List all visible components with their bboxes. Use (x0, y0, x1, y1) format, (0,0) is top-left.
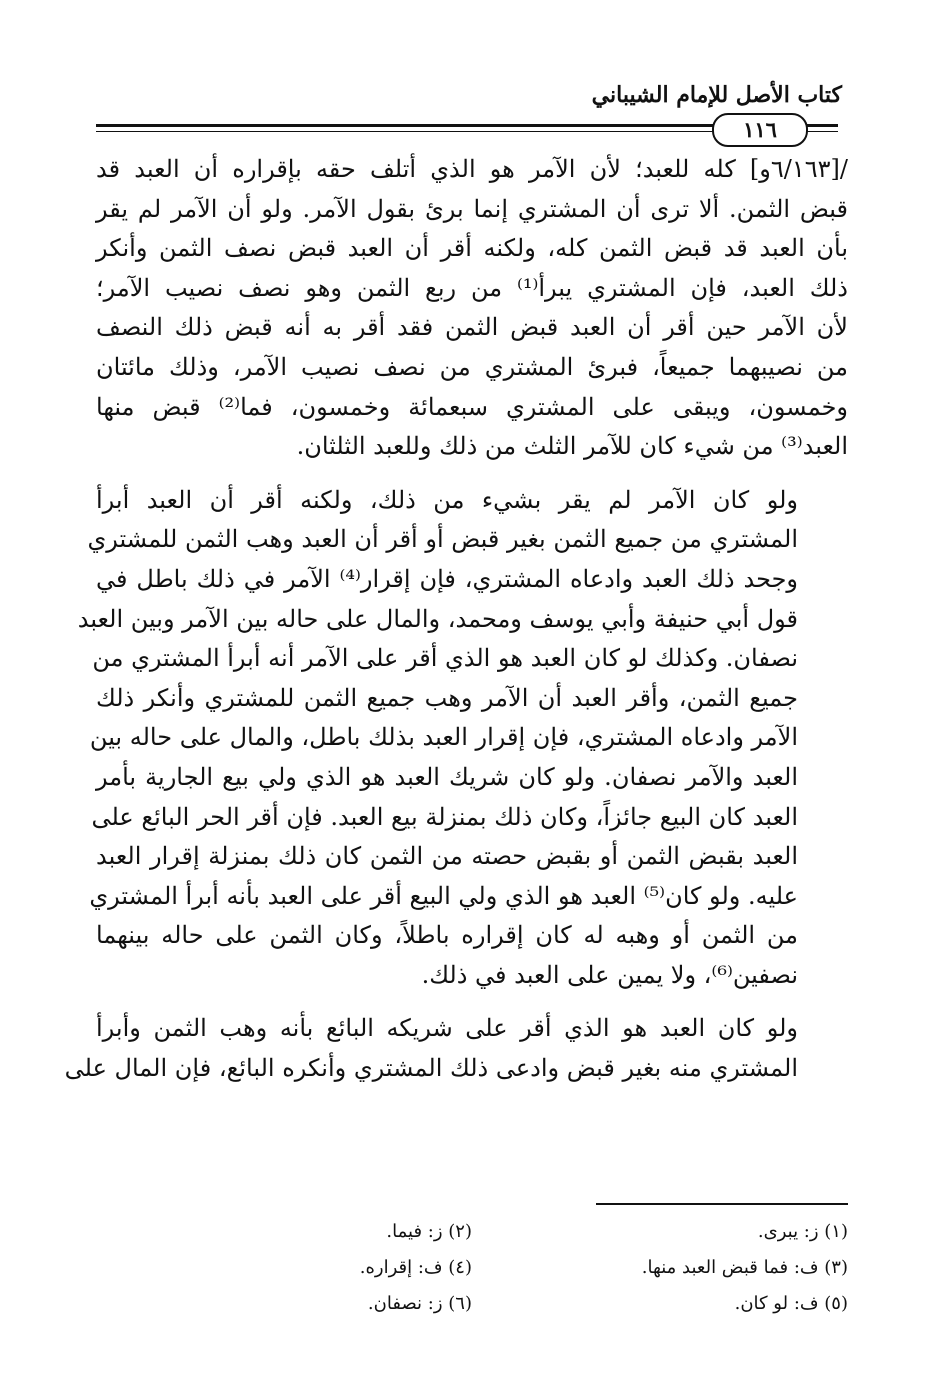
footnotes (96, 1214, 848, 1322)
text-line: ولو كان العبد هو الذي أقر على شريكه البائع بأنه وهب الثمن وأبرأ (96, 1014, 798, 1043)
text-line: جميع الثمن، وأقر العبد أن الآمر وهب جميع الثمن للمشتري وأنكر ذلك (96, 683, 798, 712)
text-line: المشتري من جميع الثمن بغير قبض أو أقر أن العبد وهب الثمن للمشتري (87, 525, 798, 554)
text-line: المشتري منه بغير قبض وادعى ذلك المشتري وأنكره البائع، فإن المال على (64, 1054, 798, 1083)
text-line: وخمسون، ويبقى على المشتري سبعمائة وخمسون، فما⁽²⁾ قبض منها (96, 392, 848, 421)
text-line: العبد بقبض الثمن أو بقبض حصته من الثمن كان ذلك بمنزلة إقرار العبد (96, 842, 798, 871)
text-line: العبد كان البيع جائزاً، وكان ذلك بمنزلة بيع العبد. فإن أقر الحر البائع على (91, 802, 798, 831)
footnote-item: (٤) ف: إقراره. (359, 1257, 472, 1278)
text-line: ذلك العبد، فإن المشتري يبرأ⁽¹⁾ من ربع الثمن وهو نصف نصيب الآمر؛ (96, 273, 848, 302)
text-line: قبض الثمن. ألا ترى أن المشتري إنما برئ بقول الآمر. ولو أن الآمر لم يقر (96, 194, 848, 223)
text-line: بأن العبد قد قبض الثمن كله، ولكنه أقر أن العبد قبض نصف الثمن وأنكر (96, 234, 848, 263)
running-head-title: كتاب الأصل للإمام الشيباني (591, 82, 842, 108)
footnote-row (96, 1250, 848, 1286)
footnote-item: (١) ز: يبرى. (757, 1221, 848, 1242)
text-line: نصفان. وكذلك لو كان العبد هو الذي أقر على الآمر أنه أبرأ المشتري من (92, 644, 798, 673)
text-line: عليه. ولو كان⁽⁵⁾ العبد هو الذي ولي البيع أقر على العبد بأنه أبرأ المشتري (89, 881, 798, 910)
footnote-rule (596, 1203, 848, 1205)
text-line: لأن الآمر حين أقر أن العبد قبض الثمن فقد أقر به أنه قبض ذلك النصف (96, 313, 848, 342)
text-line: من الثمن أو وهبه له كان إقراره باطلاً، وكان الثمن على حاله بينهما (96, 921, 798, 950)
page-number: ١١٦ (712, 113, 808, 147)
footnote-row (96, 1214, 848, 1250)
text-line: ولو كان الآمر لم يقر بشيء من ذلك، ولكنه أقر أن العبد أبرأ (96, 485, 798, 514)
footnote-item: (٣) ف: فما قبض العبد منها. (641, 1257, 848, 1278)
text-line: نصفين⁽⁶⁾، ولا يمين على العبد في ذلك. (421, 960, 798, 989)
paragraph (77, 481, 848, 996)
footnote-item: (٦) ز: نصفان. (367, 1293, 472, 1314)
text-line: /[٦/١٦٣و] كله للعبد؛ لأن الآمر هو الذي أتلف حقه بإقراره أن العبد قد (96, 155, 848, 183)
paragraph (64, 1009, 848, 1088)
main-text (64, 150, 848, 1089)
text-line: قول أبي حنيفة وأبي يوسف ومحمد، والمال على حاله بين الآمر وبين العبد (77, 604, 798, 633)
footnote-item: (٥) ف: لو كان. (734, 1293, 848, 1314)
text-line: العبد والآمر نصفان. ولو كان شريك العبد هو الذي ولي بيع الجارية بأمر (96, 762, 798, 791)
text-line: وجحد ذلك العبد وادعاه المشتري، فإن إقرار⁽⁴⁾ الآمر في ذلك باطل في (96, 564, 798, 593)
footnote-row (96, 1286, 848, 1322)
text-line: الآمر وادعاه المشتري، فإن إقرار العبد بذلك باطل، والمال على حاله بين (89, 723, 798, 752)
text-line: العبد⁽³⁾ من شيء كان للآمر الثلث من ذلك وللعبد الثلثان. (296, 432, 848, 461)
footnote-item: (٢) ز: فيما. (386, 1221, 472, 1242)
paragraph (96, 150, 848, 467)
text-line: من نصيبهما جميعاً، فبرئ المشتري من نصف نصيب الآمر، وذلك مائتان (96, 352, 848, 381)
